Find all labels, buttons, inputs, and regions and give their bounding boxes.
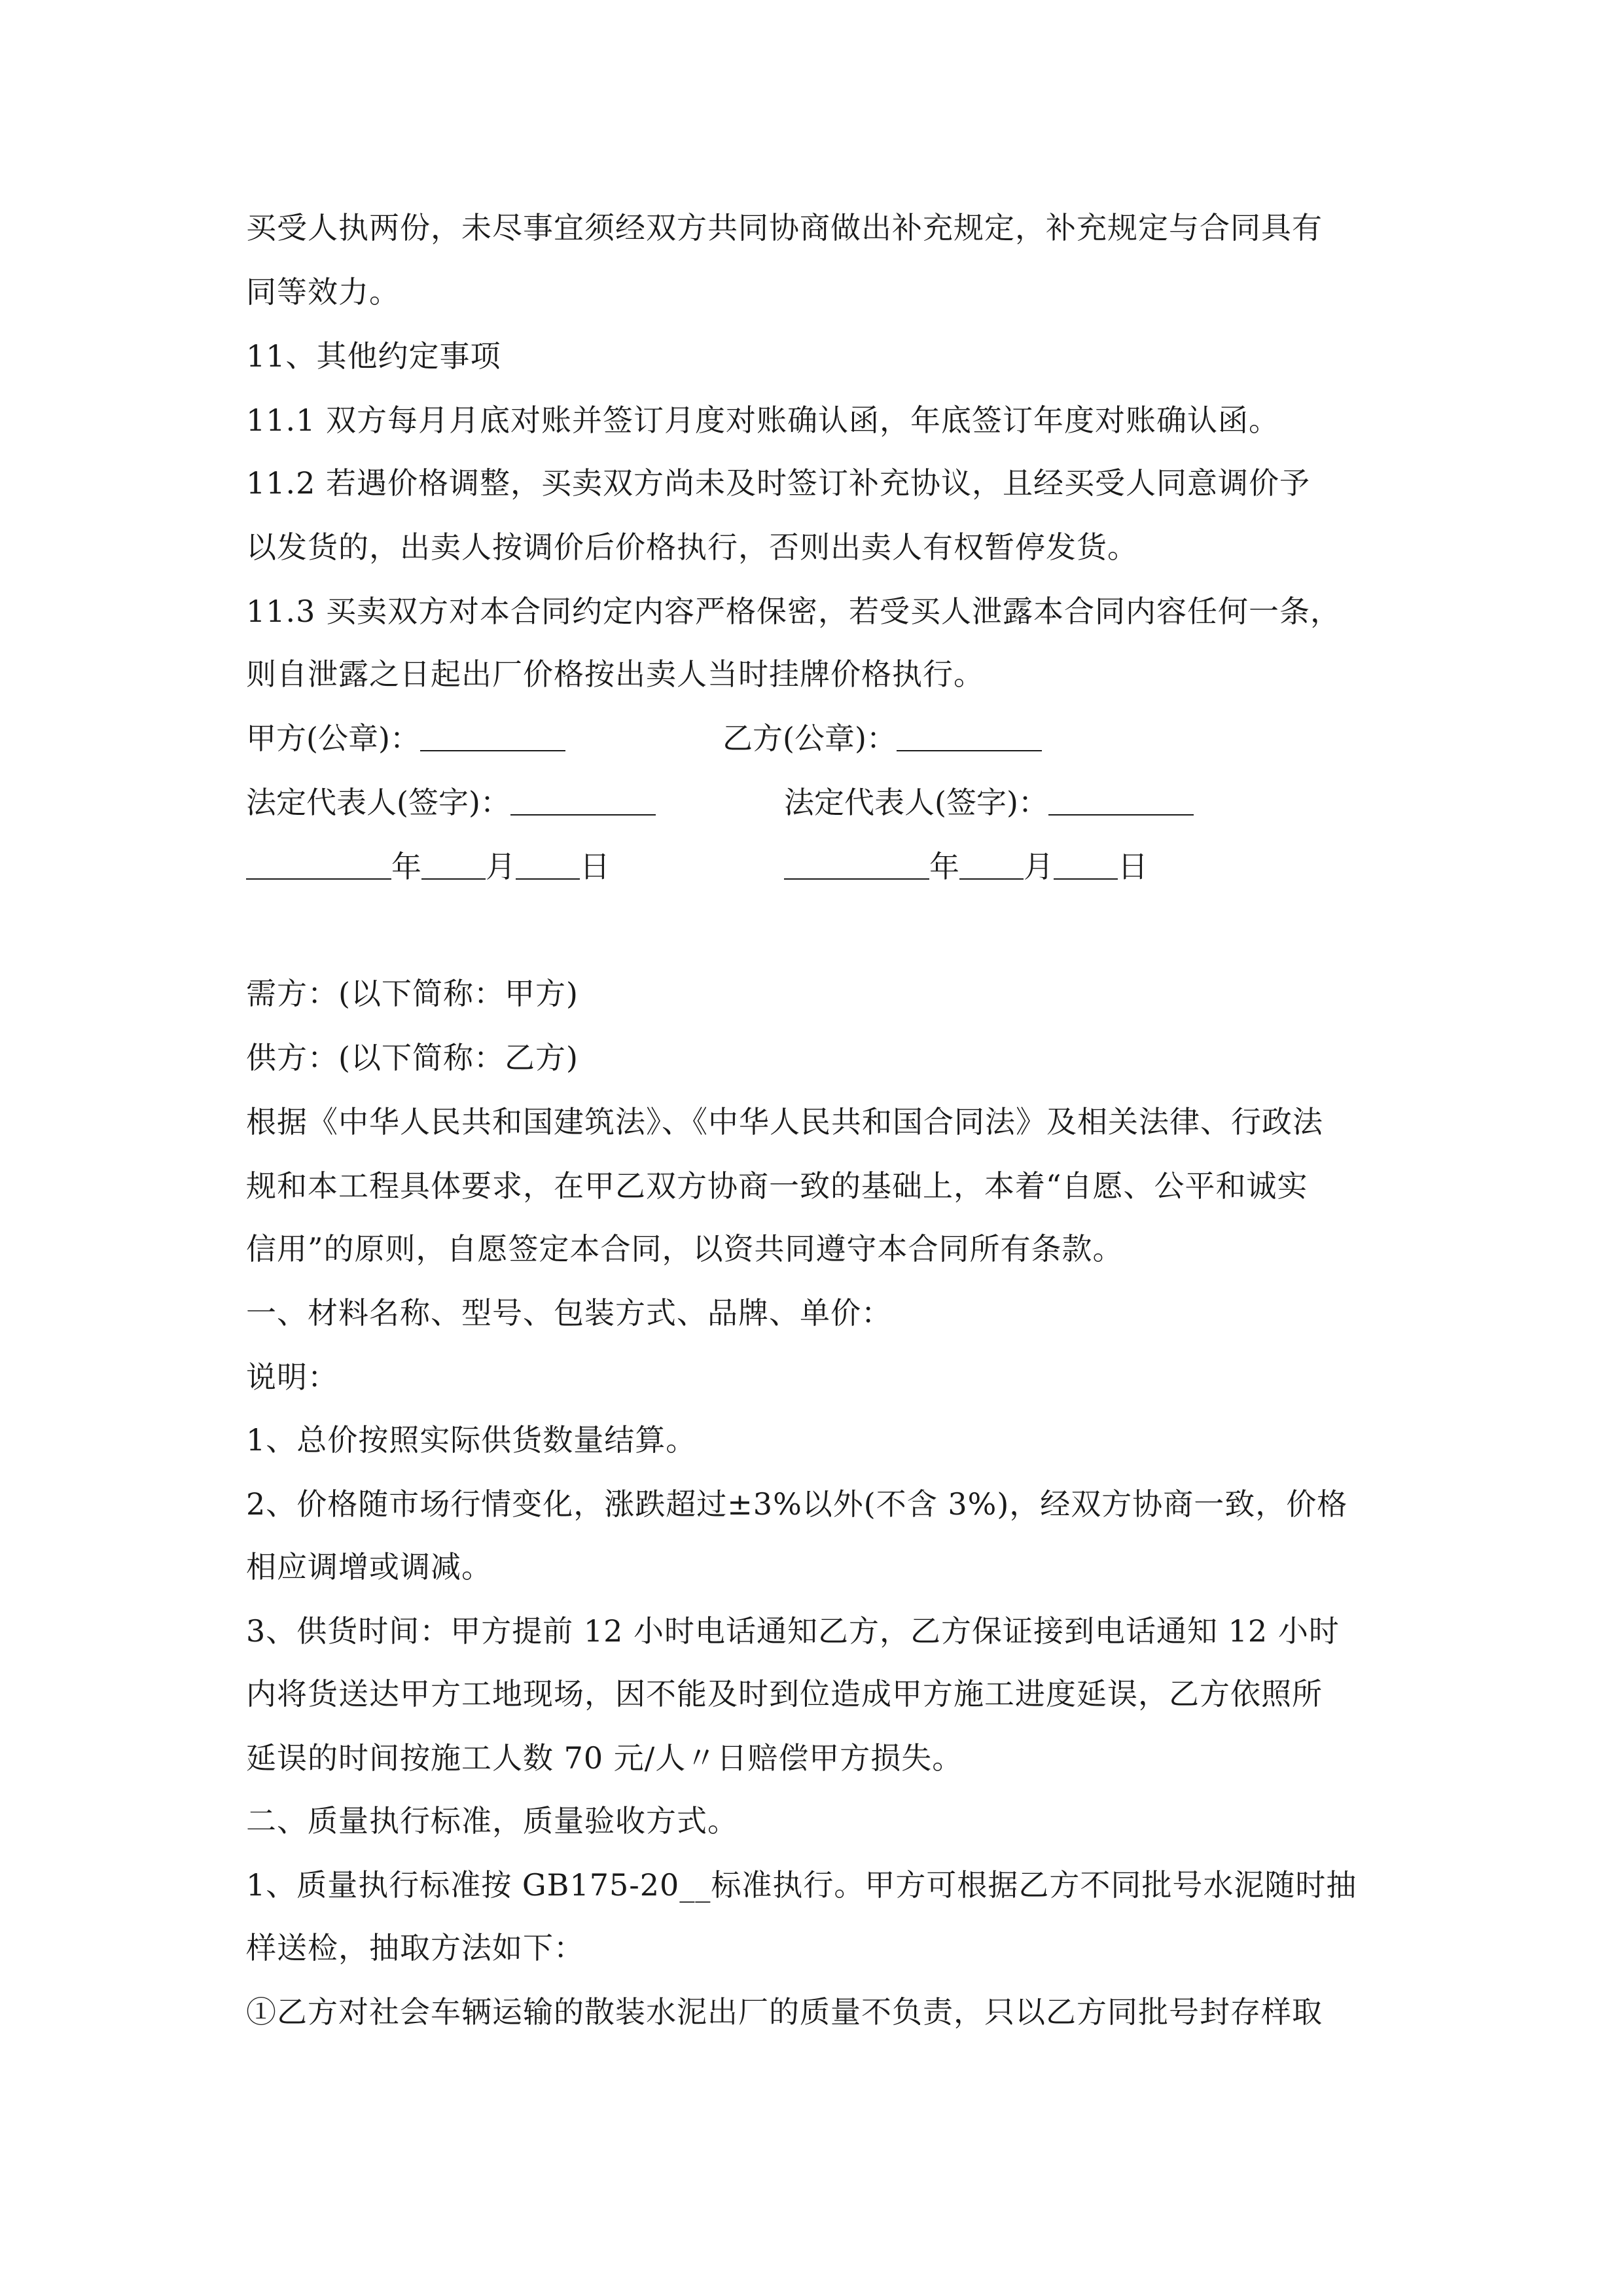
day-blank	[516, 852, 580, 880]
party-a-seal	[246, 719, 565, 758]
year-label: 年	[929, 849, 959, 884]
party-a-label: 甲方(公章)：	[246, 721, 420, 756]
day-label: 日	[1118, 849, 1148, 884]
rep-b-blank	[1048, 788, 1194, 816]
clause-11-1: 11.1 双方每月月底对账并签订月度对账确认函，年底签订年度对账确认函。	[246, 403, 1280, 438]
section-heading: 二、质量执行标准，质量验收方式。	[246, 1803, 738, 1839]
paragraph-line: 1、总价按照实际供货数量结算。	[246, 1422, 697, 1458]
section-heading: 11、其他约定事项	[246, 338, 501, 374]
year-blank	[246, 852, 391, 880]
party-b-blank	[897, 724, 1042, 751]
year-label: 年	[391, 849, 421, 884]
paragraph-line: 则自泄露之日起出厂价格按出卖人当时挂牌价格执行。	[246, 656, 984, 692]
rep-a-label: 法定代表人(签字)：	[246, 785, 510, 820]
year-blank	[784, 852, 929, 880]
clause-11-2: 11.2 若遇价格调整，买卖双方尚未及时签订补充协议，且经买受人同意调价予	[246, 465, 1311, 501]
rep-a-signature	[246, 783, 656, 822]
month-blank	[421, 852, 486, 880]
paragraph-line: 同等效力。	[246, 274, 400, 310]
paragraph-line: 1、质量执行标准按 GB175-20__标准执行。甲方可根据乙方不同批号水泥随时抽	[246, 1867, 1357, 1903]
paragraph-line: 规和本工程具体要求，在甲乙双方协商一致的基础上，本着“自愿、公平和诚实	[246, 1168, 1308, 1204]
date-a	[246, 847, 610, 886]
buyer-line: 需方：(以下简称：甲方)	[246, 976, 579, 1011]
paragraph-line: 以发货的，出卖人按调价后价格执行，否则出卖人有权暂停发货。	[246, 529, 1138, 565]
section-heading: 一、材料名称、型号、包装方式、品牌、单价：	[246, 1295, 892, 1331]
date-b	[784, 847, 1148, 886]
paragraph-line: 根据《中华人民共和国建筑法》、《中华人民共和国合同法》及相关法律、行政法	[246, 1104, 1323, 1139]
rep-b-signature	[784, 783, 1194, 822]
rep-b-label: 法定代表人(签字)：	[784, 785, 1048, 820]
party-a-blank	[420, 724, 565, 751]
paragraph-line: 延误的时间按施工人数 70 元/人〃日赔偿甲方损失。	[246, 1740, 963, 1776]
paragraph-line: 内将货送达甲方工地现场，因不能及时到位造成甲方施工进度延误，乙方依照所	[246, 1676, 1323, 1712]
month-blank	[959, 852, 1024, 880]
month-label: 月	[1024, 849, 1054, 884]
paragraph-line: 3、供货时间：甲方提前 12 小时电话通知乙方，乙方保证接到电话通知 12 小时	[246, 1613, 1340, 1649]
paragraph-line: 说明：	[246, 1359, 338, 1395]
party-b-label: 乙方(公章)：	[722, 721, 897, 756]
paragraph-line: 买受人执两份，未尽事宜须经双方共同协商做出补充规定，补充规定与合同具有	[246, 210, 1323, 245]
clause-11-3: 11.3 买卖双方对本合同约定内容严格保密，若受买人泄露本合同内容任何一条，	[246, 594, 1342, 629]
day-label: 日	[580, 849, 610, 884]
rep-a-blank	[510, 788, 656, 816]
paragraph-line: 样送检，抽取方法如下：	[246, 1930, 584, 1965]
party-b-seal	[722, 719, 1042, 758]
paragraph-line: 2、价格随市场行情变化，涨跌超过±3%以外(不含 3%)，经双方协商一致，价格	[246, 1486, 1348, 1522]
paragraph-line: 相应调增或调减。	[246, 1549, 492, 1585]
paragraph-line: ①乙方对社会车辆运输的散装水泥出厂的质量不负责，只以乙方同批号封存样取	[246, 1994, 1323, 2030]
supplier-line: 供方：(以下简称：乙方)	[246, 1040, 579, 1075]
day-blank	[1054, 852, 1118, 880]
paragraph-line: 信用”的原则，自愿签定本合同，以资共同遵守本合同所有条款。	[246, 1231, 1124, 1266]
month-label: 月	[486, 849, 516, 884]
